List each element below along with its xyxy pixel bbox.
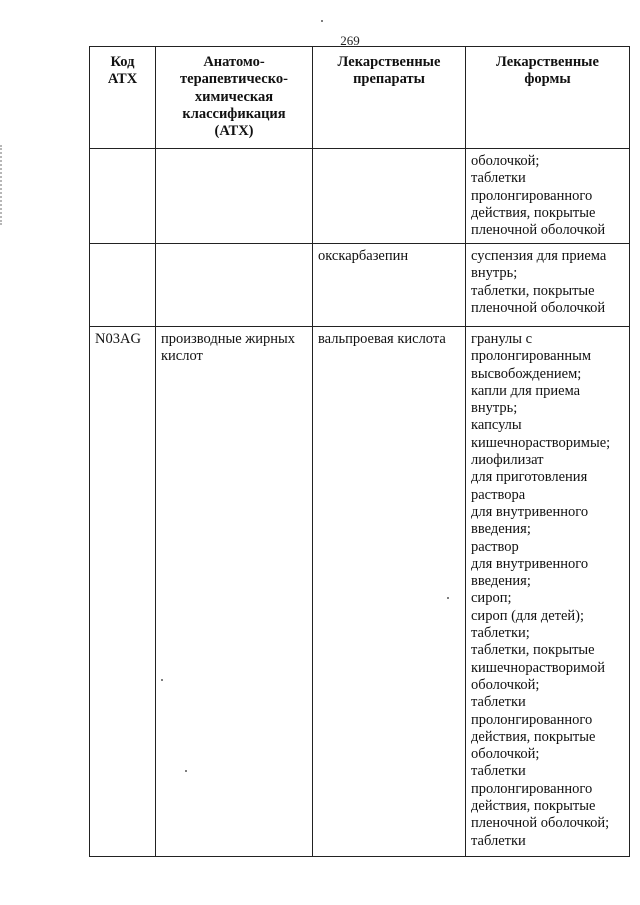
table-row xyxy=(90,327,630,857)
cell-line: сироп (для детей); xyxy=(471,607,585,624)
cell-classification xyxy=(156,327,313,857)
cell-line: таблетки xyxy=(471,832,526,849)
scan-margin-marks xyxy=(0,145,5,225)
cell-line: пролонгированного xyxy=(471,780,593,797)
cell-line: терапевтическо- xyxy=(180,71,288,88)
cell-line: для внутривенного xyxy=(471,555,589,572)
cell-line: Код xyxy=(110,54,135,70)
cell-line: пролонгированным xyxy=(471,348,592,365)
cell-line: внутрь; xyxy=(471,400,518,417)
cell-code xyxy=(90,149,156,244)
cell-line: пролонгированного xyxy=(471,711,593,728)
cell-line: кислот xyxy=(161,348,203,365)
header-drugs xyxy=(313,47,466,149)
cell-line: окскарбазепин xyxy=(318,248,409,264)
cell-line: таблетки, покрытые xyxy=(471,282,595,299)
cell-drug xyxy=(313,149,466,244)
header-forms xyxy=(466,47,630,149)
cell-line: внутрь; xyxy=(471,265,518,282)
cell-line: пленочной оболочкой xyxy=(471,299,606,316)
cell-line: Лекарственные xyxy=(337,54,441,70)
cell-line: препараты xyxy=(353,71,425,88)
cell-line: суспензия для приема xyxy=(471,248,607,264)
cell-line: таблетки, покрытые xyxy=(471,642,595,659)
cell-line: введения; xyxy=(471,521,531,538)
cell-classification xyxy=(156,149,313,244)
cell-line: капли для приема xyxy=(471,382,581,399)
cell-line: Лекарственные xyxy=(496,54,599,70)
cell-line: таблетки xyxy=(471,694,526,711)
cell-line: таблетки xyxy=(471,170,526,187)
cell-line: производные жирных xyxy=(161,331,296,347)
page-number: 269 xyxy=(340,33,360,48)
cell-line: оболочкой; xyxy=(471,746,540,763)
cell-line: вальпроевая кислота xyxy=(318,331,446,347)
cell-forms xyxy=(466,244,630,327)
cell-line: сироп; xyxy=(471,590,512,607)
cell-line: раствор xyxy=(471,538,519,555)
cell-line: Анатомо- xyxy=(203,54,265,70)
cell-line: пленочной оболочкой; xyxy=(471,815,610,832)
cell-classification xyxy=(156,244,313,327)
cell-line: таблетки; xyxy=(471,625,530,642)
cell-line: пленочной оболочкой xyxy=(471,222,606,239)
cell-line: классификация xyxy=(182,105,286,122)
header-code xyxy=(90,47,156,149)
cell-line: пролонгированного xyxy=(471,187,593,204)
cell-line: оболочкой; xyxy=(471,153,540,169)
cell-line: формы xyxy=(524,71,571,88)
cell-line: кишечнорастворимые; xyxy=(471,434,611,451)
header-classification xyxy=(156,47,313,149)
cell-drug xyxy=(313,327,466,857)
cell-code: N03AG xyxy=(90,327,156,857)
cell-line: для приготовления xyxy=(471,469,588,486)
cell-line: АТХ xyxy=(107,71,138,88)
cell-forms xyxy=(466,149,630,244)
cell-line: химическая xyxy=(194,88,274,105)
cell-line: (АТХ) xyxy=(214,123,254,140)
cell-forms xyxy=(466,327,630,857)
cell-line: для внутривенного xyxy=(471,503,589,520)
cell-line: высвобождением; xyxy=(471,365,582,382)
table-row xyxy=(90,244,630,327)
cell-code xyxy=(90,244,156,327)
cell-line: введения; xyxy=(471,573,531,590)
cell-line: раствора xyxy=(471,486,526,503)
cell-line: гранулы с xyxy=(471,331,533,347)
cell-drug xyxy=(313,244,466,327)
cell-line: действия, покрытые xyxy=(471,798,596,815)
scan-speck xyxy=(321,20,323,22)
table-row xyxy=(90,149,630,244)
cell-line: таблетки xyxy=(471,763,526,780)
cell-line: капсулы xyxy=(471,417,522,434)
cell-line: оболочкой; xyxy=(471,676,540,693)
cell-line: кишечнорастворимой xyxy=(471,659,605,676)
cell-line: действия, покрытые xyxy=(471,204,596,221)
cell-line: действия, покрытые xyxy=(471,728,596,745)
cell-line: лиофилизат xyxy=(471,452,544,469)
table-header-row xyxy=(90,47,630,149)
atx-table xyxy=(89,46,630,857)
